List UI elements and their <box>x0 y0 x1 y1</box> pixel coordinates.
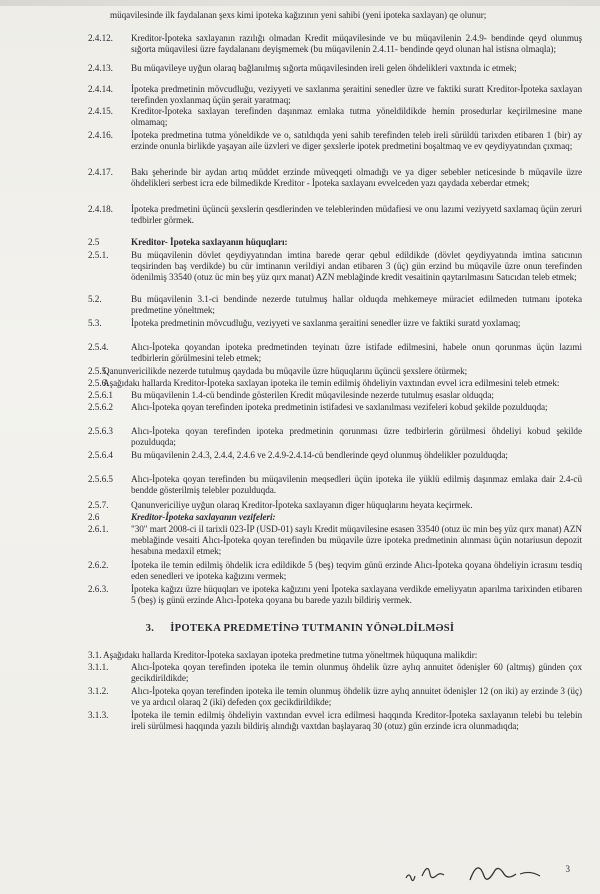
clause-number: 2.4.16. <box>88 130 113 140</box>
clause-text: Bu müqavilenin 2.4.3, 2.4.4, 2.4.6 ve 2.4.9-2.4.14-cü bendlerinde qeyd olunmuş öhdelikler pozulduqda; <box>131 450 508 460</box>
clause-text: Bu müqavilenin 3.1-ci bendinde nezerde tutulmuş hallar olduqda mehkemeye müraciet edilmeden tutmanı ipoteka predmetine yöneltmek; <box>131 294 582 316</box>
clause-text: İpoteka predmetini üçüncü şexslerin qesdlerinden ve teleblerinden müdafiesi ve onu lazımi veziyyetd saxlamaq üçün zeruri tedbirler görmek. <box>131 204 582 226</box>
clause-number: 2.4.18. <box>88 204 113 214</box>
clause-text: İpoteka predmetinin mövcudluğu, veziyyeti ve saxlanma şeraitini senedler üzre ve faktiki suratd yoxlamaq; <box>131 318 521 328</box>
clause-text: Alıcı-İpoteka qoyan terefinden ipoteka predmetinin istifadesi ve saxlanılması vezifeleri kobud şekilde pozulduqda; <box>131 402 548 412</box>
clause-text: İpoteka predmetina tutma yöneldikde ve o, satıldıqda yeni sahib terefinden teleb ireli sürüldü tarixden etibaren 1 (bir) ay erzinde onunla birlikde yaşayan aile üzvleri ve diger şexslerle ipotek predmetini boşaltmaq ve ev qeydiyyatından çıxmaq; <box>131 130 582 152</box>
clause-number: 2.5.6.5 <box>88 474 113 484</box>
clause-text: Kreditor- İpoteka saxlayanın hüquqları: <box>131 237 288 247</box>
clause-text: Alıcı-İpoteka qoyan terefinden bu müqavilenin meqsedleri üçün ipoteka ile yüklü edilmiş daşınmaz emlaka dair 2.4-cü bendde gösterilmiş telebler pozulduqda. <box>131 474 582 496</box>
page-number: 3 <box>565 864 570 874</box>
handwritten-signature <box>400 858 570 888</box>
clause-text: İpoteka ile temin edilmiş öhdeliyin vaxtından evvel icra edilmesi haqqında Kreditor-İpoteka saxlayanın telebi bu telebin ireli sürülmesi haqqında yazılı bildiriş alındığı vaxtdan başlayaraq 30 (otuz) gün erzinde icra olunmadıqda; <box>131 710 582 732</box>
clause-text: Alıcı-İpoteka qoyan terefinden ipoteka ile temin olunmuş öhdelik üzre aylıq annuitet ödenişler 60 (altmış) günden çox gecikdirildikde; <box>131 662 582 684</box>
clause-number: 3.1.1. <box>88 662 109 672</box>
clause-text: İpoteka predmetinin mövcudluğu, veziyyeti ve saxlanma şeraitini senedler üzre ve faktiki suratt Kreditor-İpoteka saxlayan terefinden yoxlanmaq üçün şerait yaratmaq; <box>131 84 582 106</box>
clause-number: 2.5.6. <box>88 378 109 388</box>
clause-text: Bu müqavilenin dövlet qeydiyyatından imtina barede qerar qebul edildikde (dövlet qeydiyyatında imtina satıcının teqsirinden baş verdikde) bu cür imtinanın verildiyi andan etibaren 3 (üç) gün erzind bu müqavile üzre onun terefinden ödenilmiş 33540 (otuz üc min beş yüz qırx manat) AZN meblağinde kredit vesaitinin qaytarılmasını Satıcıdan teleb etmek; <box>131 250 582 283</box>
clause-text: Bu müqavilenin 1.4-cü bendinde gösterilen Kredit müqavilesinde nezerde tutulmuş esaslar olduqda; <box>131 390 494 400</box>
clause-number: 2.4.17. <box>88 167 113 177</box>
clause-number: 2.5.5. <box>88 366 109 376</box>
clause-text: "30" mart 2008-ci il tarixli 023-İP (USD-01) saylı Kredit müqavilesine esasen 33540 (otuz üc min beş yüz qırx manat) AZN meblağinde vesaiti Alıcı-İpoteka qoyan terefinden bu müqavile üzre ipoteka predmetinin alınması üçün notariusun depozit hesabına medaxil etmek; <box>131 524 582 557</box>
clause-text: Kreditor-İpoteka saxlayan terefinden daşınmaz emlaka tutma yöneldildikde hemin prosedurlar keçirilmesine mane olmamaq; <box>131 106 582 128</box>
section-3-number: 3. <box>145 623 155 634</box>
clause-text: Bu müqavileye uyğun olaraq bağlanılmış sığorta müqavilesinden ireli gelen öhdelikleri vaxtında ic etmek; <box>131 63 517 73</box>
clause-text: Qanunvericiliye uyğun olaraq Kreditor-İpoteka saxlayanın diger hüquqlarını heyata keçirmek. <box>131 500 473 510</box>
clause-text: Qanunvericilikde nezerde tutulmuş qaydada bu müqavile üzre hüquqlarını üçüncü şexslere ötürmek; <box>103 366 468 376</box>
clause-number: 2.4.15. <box>88 106 113 116</box>
section-3-title: İPOTEKA PREDMETİNƏ TUTMANIN YÖNƏLDİLMƏSİ <box>170 623 455 634</box>
clause-number: 3.1.2. <box>88 686 109 696</box>
clause-number: 5.3. <box>88 318 102 328</box>
clause-number: 2.6 <box>88 512 100 522</box>
clause-number: 2.6.2. <box>88 560 109 570</box>
clause-number: 2.5.1. <box>88 250 109 260</box>
clause-number: 2.6.3. <box>88 584 109 594</box>
clause-number: 2.5.6.1 <box>88 390 113 400</box>
clause-text: Aşağıdakı hallarda Kreditor-İpoteka saxlayan ipoteka ile temin edilmiş öhdeliyin vaxtından evvel icra edilmesini teleb etmek: <box>103 378 560 388</box>
clause-text: Aşağıdakı hallarda Kreditor-İpoteka saxlayan ipoteka predmetine tutma yöneltmek hüququna malikdir: <box>103 650 478 660</box>
clause-text: Bakı şeherinde bir aydan artıq müddet erzinde müveqqeti olmadığı ve ya diger sebebler neticesinde b müqavile üzre öhdelikleri serbest icra ede bilmedikde Kreditor - İpoteka saxlayanı evvelceden yazı qaydada xeberdar etmek; <box>131 167 582 189</box>
clause-number: 2.5.6.4 <box>88 450 113 460</box>
clause-text: Kreditor-İpoteka saxlayanın vezifeleri: <box>131 512 276 522</box>
section-3-heading <box>0 623 600 634</box>
clause-number: 3.1.3. <box>88 710 109 720</box>
clause-number: 5.2. <box>88 294 102 304</box>
clause-text: İpoteka kağızı üzre hüquqları ve ipoteka kağızını yeni İpoteka saxlayana verdikde emeliyyatın aparılma tarixinden etibaren 5 (beş) iş günü erzinde Alıcı-İpoteka qoyana bu barede yazılı bildiriş vermek. <box>131 584 582 606</box>
clause-number: 2.4.12. <box>88 33 113 43</box>
clause-number: 2.5.6.2 <box>88 402 113 412</box>
clause-number: 2.5.6.3 <box>88 426 113 436</box>
clause-number: 3.1. <box>88 650 102 660</box>
clause-number: 2.5.4. <box>88 342 109 352</box>
clause-number: 2.4.14. <box>88 84 113 94</box>
clause-number: 2.5 <box>88 237 100 247</box>
clause-text: Alıcı-İpoteka qoyan terefinden ipoteka predmetinin qorunması üzre tedbirlerin görülmesi öhdeliyi kobud şekilde pozulduqda; <box>131 426 582 448</box>
clause-text: müqavilesinde ilk faydalanan şexs kimi ipoteka kağızının yeni sahibi (yeni ipoteka saxlayan) qe olunur; <box>110 10 487 20</box>
clause-text: Alıcı-İpoteka qoyan terefinden ipoteka ile temin olunmuş öhdelik üzre aylıq annuitet ödenişler 12 (on iki) ay erzinde 3 (üç) ve ya ardıcıl olaraq 2 (iki) defeden çox gecikdirildikde; <box>131 686 582 708</box>
clause-number: 2.4.13. <box>88 63 113 73</box>
clause-number: 2.5.7. <box>88 500 109 510</box>
clause-text: Alıcı-İpoteka qoyandan ipoteka predmetinden teyinatı üzre istifade edilmesini, habele onun qorunmas üçün lazımi tedbirlerin görülmesini teleb etmek; <box>131 342 582 364</box>
clause-text: Kreditor-İpoteka saxlayanın razılığı olmadan Kredit müqavilesinde ve bu müqavilenin 2.4.9- bendinde qeyd olunmuş sığorta müqavilesi üzre faydalananı deyişmemek (bu müqavilenin 2.4.11- bendinde qeyd olunan hal istisna olmaqla); <box>131 33 582 55</box>
clause-text: İpoteka ile temin edilmiş öhdelik icra edildikde 5 (beş) teqvim günü erzinde Alıcı-İpoteka qoyana öhdeliyin icrasını tesdiq eden senedleri ve ipoteka kağızını vermek; <box>131 560 582 582</box>
clause-number: 2.6.1. <box>88 524 109 534</box>
